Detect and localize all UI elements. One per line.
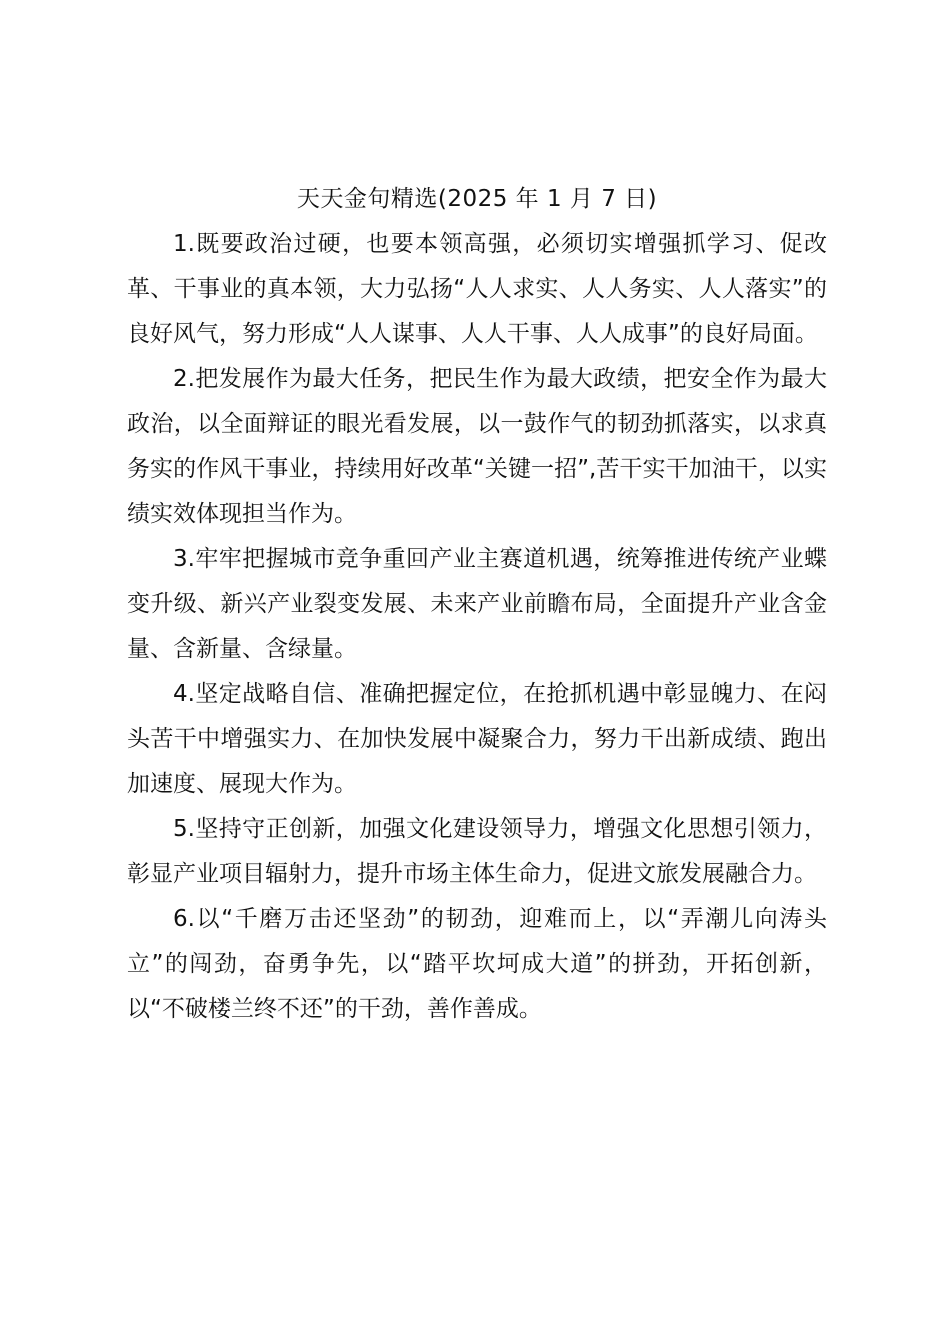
- quote-paragraph-6: 6.以“千磨万击还坚劲”的韧劲，迎难而上，以“弄潮儿向涛头立”的闯劲，奋勇争先，以“踏平坎坷成大道”的拼劲，开拓创新，以“不破楼兰终不还”的干劲，善作善成。: [127, 906, 827, 1022]
- quote-paragraph-5: 5.坚持守正创新，加强文化建设领导力，增强文化思想引领力，彰显产业项目辐射力，提升市场主体生命力，促进文旅发展融合力。: [127, 816, 827, 887]
- quote-paragraph-3: 3.牢牢把握城市竞争重回产业主赛道机遇，统筹推进传统产业蝶变升级、新兴产业裂变发展、未来产业前瞻布局，全面提升产业含金量、含新量、含绿量。: [127, 546, 827, 662]
- quote-paragraph-4: 4.坚定战略自信、准确把握定位，在抢抓机遇中彰显魄力、在闷头苦干中增强实力、在加快发展中凝聚合力，努力干出新成绩、跑出加速度、展现大作为。: [127, 681, 827, 797]
- quote-paragraph-2: 2.把发展作为最大任务，把民生作为最大政绩，把安全作为最大政治，以全面辩证的眼光看发展，以一鼓作气的韧劲抓落实，以求真务实的作风干事业，持续用好改革“关键一招”,苦干实干加油干，以实绩实效体现担当作为。: [127, 366, 827, 527]
- document-title: 天天金句精选(2025 年 1 月 7 日): [296, 186, 658, 212]
- quote-paragraph-1: 1.既要政治过硬，也要本领高强，必须切实增强抓学习、促改革、干事业的真本领，大力弘扬“人人求实、人人务实、人人落实”的良好风气，努力形成“人人谋事、人人干事、人人成事”的良好局面。: [127, 231, 827, 347]
- document-body: [127, 176, 827, 1032]
